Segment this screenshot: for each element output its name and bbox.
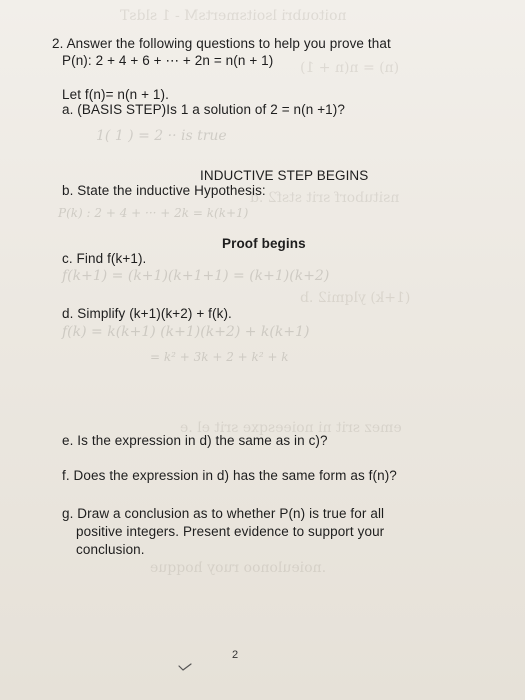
pencil-scribble: P(k) : 2 + 4 + ··· + 2k = k(k+1) bbox=[58, 206, 249, 220]
part-f-form: f. Does the expression in d) has the same form as f(n)? bbox=[62, 468, 397, 483]
bleed-through-text: noitoubri lsoitsmertsM - 1 sldsT bbox=[120, 8, 347, 24]
bleed-through-text: (1+k) ylqmi2 .b bbox=[300, 290, 411, 306]
statement-p-n: P(n): 2 + 4 + 6 + ⋯ + 2n = n(n + 1) bbox=[62, 53, 274, 68]
part-d-simplify: d. Simplify (k+1)(k+2) + f(k). bbox=[62, 306, 232, 321]
bleed-through-text: nsituborf srit stsf2 .d bbox=[250, 190, 400, 206]
pencil-scribble: 1( 1 ) = 2 ·· is true bbox=[96, 128, 227, 144]
part-g-conclusion-line-2: positive integers. Present evidence to support your bbox=[76, 524, 385, 539]
bleed-through-text: (n) = n(n + 1) bbox=[300, 60, 400, 76]
question-2-intro: 2. Answer the following questions to help you prove that bbox=[52, 36, 391, 51]
page-number: 2 bbox=[232, 649, 239, 661]
inductive-step-heading: INDUCTIVE STEP BEGINS bbox=[200, 168, 369, 183]
part-g-conclusion-line-3: conclusion. bbox=[76, 542, 145, 557]
pencil-tick-mark bbox=[178, 663, 192, 671]
bleed-through-text: .noieulonoo ruoy hoqque bbox=[150, 560, 327, 576]
part-a-basis-step: a. (BASIS STEP)Is 1 a solution of 2 = n(n +1)? bbox=[62, 102, 345, 117]
part-e-compare: e. Is the expression in d) the same as in c)? bbox=[62, 433, 328, 448]
bleed-through-text: emez srit ni noieesqxe srit el .e bbox=[180, 420, 402, 436]
pencil-scribble: f(k) = k(k+1) (k+1)(k+2) + k(k+1) bbox=[62, 324, 310, 340]
part-c-find: c. Find f(k+1). bbox=[62, 251, 147, 266]
part-b-inductive-hypothesis: b. State the inductive Hypothesis: bbox=[62, 183, 266, 198]
pencil-scribble: = k² + 3k + 2 + k² + k bbox=[150, 350, 289, 364]
pencil-scribble: f(k+1) = (k+1)(k+1+1) = (k+1)(k+2) bbox=[62, 268, 330, 284]
function-definition: Let f(n)= n(n + 1). bbox=[62, 87, 169, 102]
proof-begins-heading: Proof begins bbox=[222, 236, 306, 251]
part-g-conclusion: g. Draw a conclusion as to whether P(n) is true for all bbox=[62, 506, 385, 521]
